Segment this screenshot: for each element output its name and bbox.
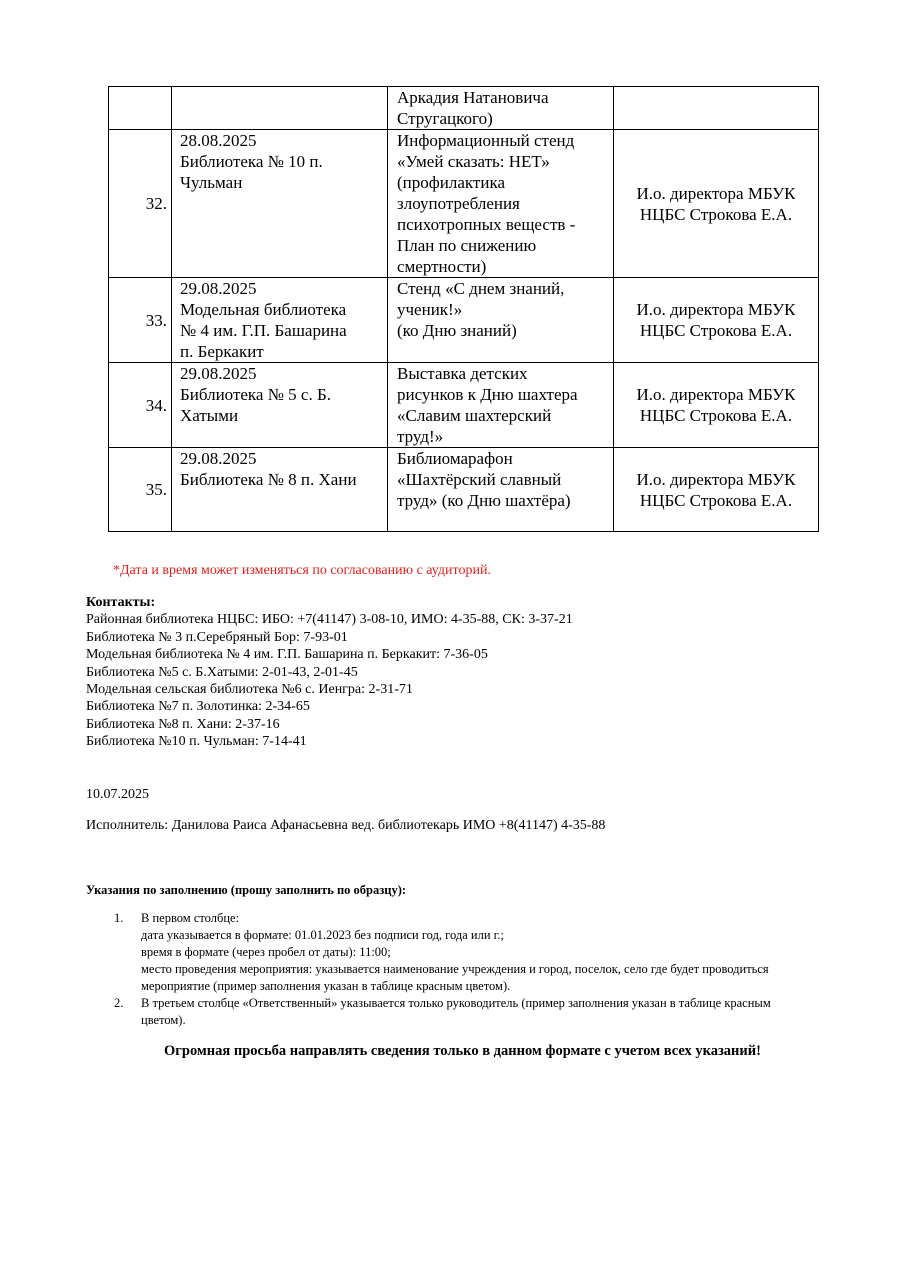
event-line: Библиомарафон (397, 449, 513, 468)
instruction-line: В третьем столбце «Ответственный» указывается только руководитель (пример заполнения указан в таблице красным (141, 996, 771, 1010)
event-line: План по снижению (397, 236, 537, 255)
table-row (109, 363, 819, 448)
date-place-line: 29.08.2025 (180, 279, 257, 298)
table-row (109, 448, 819, 532)
list-marker: 2. (114, 996, 124, 1010)
event-line: злоупотребления (397, 194, 520, 213)
responsible-cell (614, 278, 819, 363)
table-row (109, 87, 819, 130)
contact-line: Библиотека №10 п. Чульман: 7-14-41 (86, 734, 307, 750)
instruction-line: время в формате (через пробел от даты): 11:00; (141, 945, 391, 959)
event-line: рисунков к Дню шахтера (397, 385, 578, 404)
responsible-cell (614, 363, 819, 448)
contact-line: Модельная сельская библиотека №6 с. Иенгра: 2-31-71 (86, 682, 413, 698)
event-cell (388, 278, 614, 363)
instruction-line: место проведения мероприятия: указывается наименование учреждения и город, поселок, село где будет проводиться (141, 962, 769, 976)
row-number-cell: 34. (109, 363, 172, 448)
list-item (114, 910, 840, 995)
event-line: Аркадия Натановича (397, 88, 549, 107)
responsible-line: И.о. директора МБУК (636, 385, 796, 404)
responsible-cell (614, 87, 819, 130)
events-table (108, 86, 819, 532)
document-date: 10.07.2025 (86, 787, 149, 802)
instruction-line: дата указывается в формате: 01.01.2023 без подписи год, года или г.; (141, 928, 504, 942)
date-place-line: Библиотека № 5 с. Б. (180, 385, 331, 404)
row-number-cell: 33. (109, 278, 172, 363)
date-place-line: № 4 им. Г.П. Башарина (180, 321, 347, 340)
closing-request-text: Огромная просьба направлять сведения только в данном формате с учетом всех указаний! (164, 1043, 761, 1059)
date-place-line: Хатыми (180, 406, 239, 425)
contact-line: Библиотека №5 с. Б.Хатыми: 2-01-43, 2-01-45 (86, 664, 358, 680)
date-place-line: п. Беркакит (180, 342, 264, 361)
closing-request (0, 1043, 905, 1060)
event-line: ученик!» (397, 300, 463, 319)
event-cell (388, 87, 614, 130)
contact-line: Библиотека №8 п. Хани: 2-37-16 (86, 716, 280, 732)
date-place-cell (172, 363, 388, 448)
event-line: Стругацкого) (397, 109, 493, 128)
event-line: Информационный стенд (397, 131, 575, 150)
responsible-line: НЦБС Строкова Е.А. (639, 406, 793, 425)
responsible-line: И.о. директора МБУК (636, 183, 796, 203)
date-place-line: 29.08.2025 (180, 449, 257, 468)
responsible-line: НЦБС Строкова Е.А. (639, 490, 793, 510)
date-place-line: 29.08.2025 (180, 364, 257, 383)
event-line: психотропных веществ - (397, 215, 576, 234)
event-line: (ко Дню знаний) (397, 321, 517, 340)
instruction-line: В первом столбце: (141, 911, 240, 925)
event-cell (388, 363, 614, 448)
contact-line: Библиотека №7 п. Золотинка: 2-34-65 (86, 699, 310, 715)
responsible-line: И.о. директора МБУК (636, 469, 796, 489)
date-place-cell (172, 130, 388, 278)
event-line: Стенд «С днем знаний, (397, 279, 565, 298)
instruction-line: мероприятие (пример заполнения указан в таблице красным цветом). (141, 979, 511, 993)
instructions-title: Указания по заполнению (прошу заполнить по образцу): (86, 883, 407, 897)
responsible-line: И.о. директора МБУК (636, 300, 796, 319)
event-line: труд!» (397, 427, 444, 446)
date-place-line: Библиотека № 10 п. (180, 152, 323, 171)
responsible-cell (614, 130, 819, 278)
row-number-cell: 32. (109, 130, 172, 278)
contact-line: Районная библиотека НЦБС: ИБО: +7(41147) 3-08-10, ИМО: 4-35-88, СК: 3-37-21 (86, 612, 573, 628)
date-place-cell (172, 278, 388, 363)
responsible-cell (614, 448, 819, 532)
event-line: «Славим шахтерский (397, 406, 552, 425)
event-cell (388, 130, 614, 278)
list-marker: 1. (114, 911, 124, 925)
instruction-line: цветом). (141, 1013, 186, 1027)
event-line: «Умей сказать: НЕТ» (397, 152, 550, 171)
contacts-block (86, 594, 573, 751)
event-line: смертности) (397, 257, 487, 276)
date-place-line: Библиотека № 8 п. Хани (180, 470, 357, 489)
date-place-cell (172, 87, 388, 130)
event-cell (388, 448, 614, 532)
date-place-cell (172, 448, 388, 532)
list-item (114, 995, 840, 1029)
contact-line: Модельная библиотека № 4 им. Г.П. Башарина п. Беркакит: 7-36-05 (86, 647, 488, 663)
table-row (109, 278, 819, 363)
responsible-line: НЦБС Строкова Е.А. (639, 321, 793, 340)
event-line: труд» (ко Дню шахтёра) (397, 491, 571, 510)
date-place-line: 28.08.2025 (180, 131, 257, 150)
table-row (109, 130, 819, 278)
instructions-list (114, 910, 840, 1029)
date-place-line: Чульман (180, 173, 243, 192)
executor-line: Исполнитель: Данилова Раиса Афанасьевна вед. библиотекарь ИМО +8(41147) 4-35-88 (86, 818, 606, 833)
event-line: Выставка детских (397, 364, 528, 383)
contacts-title: Контакты: (86, 595, 156, 610)
row-number-cell: 35. (109, 448, 172, 532)
contact-line: Библиотека № 3 п.Серебряный Бор: 7-93-01 (86, 629, 348, 645)
responsible-line: НЦБС Строкова Е.А. (639, 204, 793, 224)
schedule-change-note: *Дата и время может изменяться по согласованию с аудиторий. (113, 563, 491, 578)
event-line: (профилактика (397, 173, 506, 192)
row-number-cell (109, 87, 172, 130)
date-place-line: Модельная библиотека (180, 300, 347, 319)
event-line: «Шахтёрский славный (397, 470, 562, 489)
